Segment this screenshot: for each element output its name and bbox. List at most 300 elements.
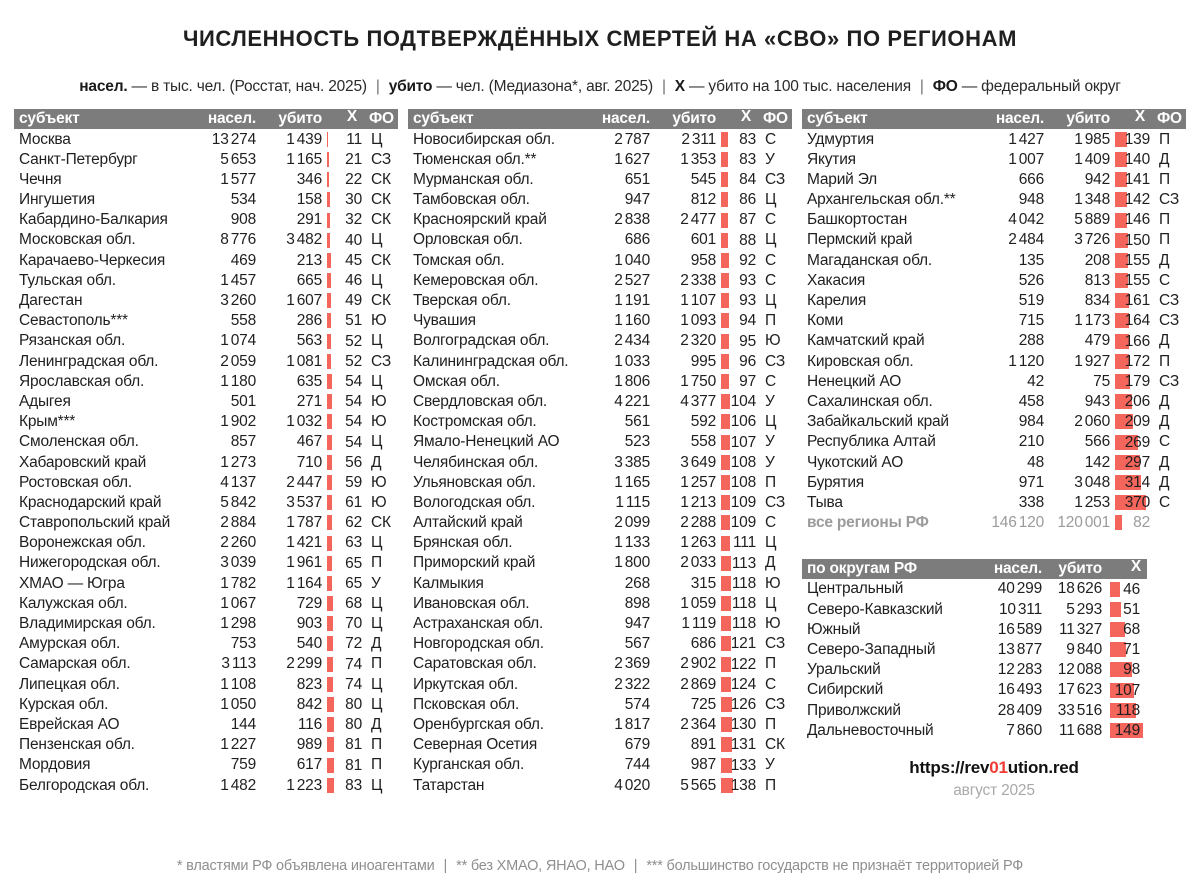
x-value: 131 xyxy=(730,736,756,754)
footnotes xyxy=(0,858,1200,874)
fo-value: Д xyxy=(371,635,382,653)
table-row xyxy=(408,614,792,634)
killed-value: 1 253 xyxy=(1074,493,1110,511)
x-bar xyxy=(327,253,331,268)
fo-value: СК xyxy=(371,191,391,209)
header-killed: убито xyxy=(278,110,322,128)
x-cell xyxy=(716,715,757,735)
table-row xyxy=(802,599,1147,619)
table-row xyxy=(802,720,1147,740)
population-value: 7 860 xyxy=(1006,721,1042,739)
fo-value: Ц xyxy=(371,130,383,148)
legend-description: — федеральный округ xyxy=(957,78,1121,95)
fo-value: П xyxy=(371,756,382,774)
x-bar xyxy=(721,152,728,167)
killed-value: 213 xyxy=(296,251,322,269)
x-value: 121 xyxy=(730,635,756,653)
fo-value: П xyxy=(371,736,382,754)
fo-value: Ц xyxy=(371,231,383,249)
x-value: 314 xyxy=(1124,473,1150,491)
header-x: Х xyxy=(740,108,751,125)
x-cell xyxy=(1110,513,1151,533)
x-cell xyxy=(1110,250,1151,270)
fo-value: С xyxy=(765,251,776,269)
killed-value: 2 869 xyxy=(680,675,716,693)
killed-value: 18 626 xyxy=(1057,580,1102,598)
killed-value: 1 961 xyxy=(286,554,322,572)
x-bar xyxy=(327,414,332,429)
x-value: 172 xyxy=(1124,352,1150,370)
x-value: 108 xyxy=(730,473,756,491)
killed-value: 142 xyxy=(1084,453,1110,471)
x-cell xyxy=(716,351,757,371)
killed-value: 1 409 xyxy=(1074,150,1110,168)
x-value: 109 xyxy=(730,494,756,512)
population-value: 1 427 xyxy=(1008,130,1044,148)
killed-value: 592 xyxy=(690,413,716,431)
killed-value: 2 364 xyxy=(680,715,716,733)
x-bar xyxy=(327,192,330,207)
x-value: 54 xyxy=(345,433,362,451)
x-bar xyxy=(721,495,730,510)
fo-value: П xyxy=(765,776,776,794)
region-name: Смоленская обл. xyxy=(19,434,139,450)
x-cell xyxy=(716,291,757,311)
region-name: Чукотский АО xyxy=(807,454,904,471)
table-row xyxy=(14,230,398,250)
population-value: 1 627 xyxy=(614,150,650,168)
x-cell xyxy=(322,271,363,291)
fo-value: С xyxy=(765,130,776,148)
population-value: 2 099 xyxy=(614,514,650,532)
killed-value: 3 048 xyxy=(1074,473,1110,491)
x-cell xyxy=(716,573,757,593)
x-value: 139 xyxy=(1124,130,1150,148)
population-value: 16 589 xyxy=(997,620,1042,638)
killed-value: 1 223 xyxy=(286,776,322,794)
x-cell xyxy=(322,472,363,492)
x-value: 54 xyxy=(345,372,362,390)
fo-value: СЗ xyxy=(371,352,391,370)
table-row xyxy=(14,735,398,755)
population-value: 4 221 xyxy=(614,392,650,410)
population-value: 1 050 xyxy=(220,695,256,713)
x-cell xyxy=(322,755,363,775)
region-name: Брянская обл. xyxy=(413,535,513,551)
x-bar xyxy=(327,737,334,752)
legend-separator: | xyxy=(661,78,666,95)
region-name: Ингушетия xyxy=(19,192,95,208)
fo-value: Ц xyxy=(371,271,383,289)
killed-value: 903 xyxy=(296,615,322,633)
table-row xyxy=(14,472,398,492)
source-url[interactable]: https://rev01ution.red xyxy=(909,757,1079,777)
killed-value: 2 299 xyxy=(286,655,322,673)
killed-value: 2 320 xyxy=(680,332,716,350)
region-name: Калмыкия xyxy=(413,575,484,592)
killed-value: 2 902 xyxy=(680,655,716,673)
x-cell xyxy=(716,634,757,654)
header-subject: субъект xyxy=(19,111,80,127)
x-value: 97 xyxy=(739,372,756,390)
x-cell xyxy=(322,553,363,573)
population-value: 13 877 xyxy=(997,641,1042,659)
killed-value: 1 119 xyxy=(681,615,716,633)
x-bar xyxy=(327,213,330,228)
table-row xyxy=(408,371,792,391)
fo-value: С xyxy=(765,675,776,693)
x-bar xyxy=(327,657,333,672)
table-row xyxy=(408,594,792,614)
population-value: 2 322 xyxy=(614,675,650,693)
x-cell xyxy=(322,291,363,311)
x-cell xyxy=(322,129,363,149)
x-cell xyxy=(322,533,363,553)
killed-value: 1 032 xyxy=(286,413,322,431)
fo-value: Ц xyxy=(765,413,777,431)
region-name: Ямало-Ненецкий АО xyxy=(413,434,560,450)
header-population: насел. xyxy=(207,110,256,128)
header-population: насел. xyxy=(601,110,650,128)
killed-value: 1 164 xyxy=(286,574,322,592)
table-row xyxy=(802,640,1147,660)
x-cell xyxy=(322,694,363,714)
fo-value: С xyxy=(765,372,776,390)
region-name: Курская обл. xyxy=(19,696,109,713)
killed-value: 3 726 xyxy=(1074,231,1110,249)
x-cell xyxy=(1110,170,1151,190)
table-row xyxy=(802,210,1186,230)
table-row xyxy=(408,210,792,230)
x-value: 122 xyxy=(730,655,756,673)
table-row xyxy=(802,291,1186,311)
fo-value: Ц xyxy=(371,534,383,552)
x-bar xyxy=(327,536,332,551)
fo-value: Д xyxy=(371,715,382,733)
killed-value: 315 xyxy=(690,574,716,592)
region-name: Алтайский край xyxy=(413,515,523,531)
x-cell xyxy=(716,553,757,573)
fo-value: Ю xyxy=(371,473,387,491)
x-value: 46 xyxy=(345,272,362,289)
x-value: 179 xyxy=(1124,372,1150,390)
region-name: Свердловская обл. xyxy=(413,393,548,410)
x-value: 45 xyxy=(345,251,362,269)
killed-value: 33 516 xyxy=(1057,701,1102,719)
x-value: 209 xyxy=(1124,413,1150,431)
table-row xyxy=(14,412,398,432)
x-bar xyxy=(327,697,334,712)
killed-value: 1 348 xyxy=(1074,191,1110,209)
x-bar xyxy=(721,334,729,349)
x-cell xyxy=(1110,331,1151,351)
x-value: 111 xyxy=(733,534,756,552)
population-value: 135 xyxy=(1018,251,1044,269)
table-row xyxy=(408,493,792,513)
population-value: 3 113 xyxy=(221,655,256,673)
killed-value: 467 xyxy=(296,433,322,451)
x-value: 46 xyxy=(1123,580,1140,598)
x-cell xyxy=(716,432,757,452)
killed-value: 942 xyxy=(1084,170,1110,188)
x-cell xyxy=(322,331,363,351)
fo-value: СЗ xyxy=(1159,292,1179,310)
x-cell xyxy=(1102,620,1147,640)
killed-value: 75 xyxy=(1093,372,1110,390)
x-bar xyxy=(721,374,729,389)
region-name: Владимирская обл. xyxy=(19,616,156,632)
fo-value: П xyxy=(765,715,776,733)
x-cell xyxy=(322,452,363,472)
header-population: насел. xyxy=(993,560,1042,578)
killed-value: 208 xyxy=(1084,251,1110,269)
header-fo: ФО xyxy=(1157,110,1182,128)
table-row xyxy=(802,271,1186,291)
x-cell xyxy=(716,331,757,351)
population-value: 1 007 xyxy=(1008,150,1044,168)
x-cell xyxy=(322,311,363,331)
killed-value: 5 889 xyxy=(1074,211,1110,229)
region-name: Севастополь*** xyxy=(19,313,128,329)
table-row xyxy=(802,230,1186,250)
region-name: Красноярский край xyxy=(413,212,547,228)
region-name: Северная Осетия xyxy=(413,737,538,753)
x-bar xyxy=(721,273,729,288)
population-value: 5 653 xyxy=(220,150,256,168)
killed-value: 3 649 xyxy=(680,453,716,471)
killed-value: 617 xyxy=(296,756,322,774)
table-row xyxy=(802,190,1186,210)
population-value: 28 409 xyxy=(997,701,1042,719)
fo-value: СЗ xyxy=(1159,312,1179,330)
fo-value: Ц xyxy=(371,615,383,633)
population-value: 1 457 xyxy=(220,271,256,289)
x-bar xyxy=(1110,602,1121,617)
regions-rows-2 xyxy=(408,129,792,795)
fo-value: СЗ xyxy=(765,635,785,653)
x-cell xyxy=(1102,680,1147,700)
fo-value: С xyxy=(1159,493,1170,511)
table-row xyxy=(14,311,398,331)
population-value: 1 133 xyxy=(614,534,650,552)
x-cell xyxy=(322,371,363,391)
fo-value: СК xyxy=(371,292,391,310)
region-name: Республика Алтай xyxy=(807,434,936,450)
fo-value: Ц xyxy=(371,695,383,713)
x-cell xyxy=(1110,371,1151,391)
region-name: Псковская обл. xyxy=(413,696,520,713)
x-bar xyxy=(327,455,332,470)
x-bar xyxy=(721,313,729,328)
region-name: Белгородская обл. xyxy=(19,777,150,794)
region-name: Вологодская обл. xyxy=(413,494,536,511)
x-bar xyxy=(327,717,334,732)
footnote-separator: | xyxy=(443,858,448,874)
fo-value: СЗ xyxy=(1159,191,1179,209)
table-row xyxy=(14,190,398,210)
population-value: 686 xyxy=(624,231,650,249)
legend-separator: | xyxy=(375,78,380,95)
killed-value: 987 xyxy=(690,756,716,774)
x-value: 71 xyxy=(1123,641,1140,659)
x-cell xyxy=(1102,640,1147,660)
region-name: Еврейская АО xyxy=(19,716,120,733)
population-value: 4 020 xyxy=(614,776,650,794)
header-x: Х xyxy=(1134,108,1145,125)
table-row xyxy=(408,271,792,291)
fo-value: Ц xyxy=(371,594,383,612)
killed-value: 1 257 xyxy=(680,473,716,491)
legend xyxy=(14,78,1186,96)
x-value: 82 xyxy=(1133,514,1150,532)
x-cell xyxy=(716,271,757,291)
population-value: 40 299 xyxy=(997,580,1042,598)
table-row xyxy=(802,351,1186,371)
table-row xyxy=(14,331,398,351)
killed-value: 710 xyxy=(296,453,322,471)
x-cell xyxy=(716,149,757,169)
x-cell xyxy=(716,250,757,270)
table-row xyxy=(14,694,398,714)
x-value: 106 xyxy=(730,413,756,431)
population-value: 1 040 xyxy=(614,251,650,269)
fo-value: П xyxy=(1159,130,1170,148)
fo-value: Ю xyxy=(371,312,387,330)
x-bar xyxy=(721,132,728,147)
killed-value: 563 xyxy=(296,332,322,350)
population-value: 4 042 xyxy=(1008,211,1044,229)
killed-value: 989 xyxy=(296,736,322,754)
population-value: 16 493 xyxy=(997,681,1042,699)
population-value: 144 xyxy=(230,715,256,733)
population-value: 948 xyxy=(1018,191,1044,209)
population-value: 8 776 xyxy=(220,231,256,249)
x-bar xyxy=(327,172,329,187)
x-value: 155 xyxy=(1124,272,1150,289)
region-name: Уральский xyxy=(807,662,881,678)
x-cell xyxy=(322,412,363,432)
population-value: 744 xyxy=(624,756,650,774)
table-row xyxy=(408,392,792,412)
x-cell xyxy=(322,392,363,412)
population-value: 2 434 xyxy=(614,332,650,350)
fo-value: Д xyxy=(1159,473,1170,491)
killed-value: 1 750 xyxy=(680,372,716,390)
region-name: Тверская обл. xyxy=(413,293,511,309)
killed-value: 943 xyxy=(1084,392,1110,410)
killed-value: 2 033 xyxy=(680,554,716,572)
population-value: 561 xyxy=(624,413,650,431)
region-name: Челябинская обл. xyxy=(413,454,539,471)
population-value: 2 059 xyxy=(220,352,256,370)
x-cell xyxy=(716,654,757,674)
x-value: 32 xyxy=(345,211,362,229)
killed-value: 665 xyxy=(296,271,322,289)
x-value: 150 xyxy=(1124,231,1150,249)
x-cell xyxy=(322,351,363,371)
table-row xyxy=(14,775,398,795)
x-value: 54 xyxy=(345,413,362,431)
region-name: Адыгея xyxy=(19,393,71,410)
killed-value: 271 xyxy=(296,392,322,410)
region-name: Ярославская обл. xyxy=(19,373,145,390)
population-value: 1 577 xyxy=(220,170,256,188)
x-value: 113 xyxy=(731,554,756,572)
killed-value: 1 059 xyxy=(680,594,716,612)
fo-value: Ю xyxy=(371,392,387,410)
fo-value: СК xyxy=(371,211,391,229)
region-name: Краснодарский край xyxy=(19,494,162,511)
population-value: 210 xyxy=(1018,433,1044,451)
table-row xyxy=(802,129,1186,149)
table-row xyxy=(408,190,792,210)
header-fo: ФО xyxy=(763,110,788,128)
region-name: Астраханская обл. xyxy=(413,616,544,632)
table-row xyxy=(802,371,1186,391)
x-value: 141 xyxy=(1124,171,1150,189)
table-row xyxy=(802,579,1147,599)
killed-value: 4 377 xyxy=(680,392,716,410)
population-value: 1 227 xyxy=(220,736,256,754)
killed-value: 286 xyxy=(296,312,322,330)
x-cell xyxy=(1110,493,1151,513)
fo-value: С xyxy=(1159,271,1170,289)
x-cell xyxy=(322,573,363,593)
x-cell xyxy=(1102,720,1147,740)
x-value: 83 xyxy=(345,776,362,794)
x-value: 93 xyxy=(739,292,756,310)
x-cell xyxy=(1102,579,1147,599)
x-value: 92 xyxy=(739,251,756,269)
population-value: 753 xyxy=(230,635,256,653)
table-row xyxy=(14,755,398,775)
x-value: 87 xyxy=(739,211,756,229)
page xyxy=(0,26,1200,874)
population-value: 1 033 xyxy=(614,352,650,370)
x-cell xyxy=(716,472,757,492)
region-name: Забайкальский край xyxy=(807,414,949,430)
population-value: 1 482 xyxy=(220,776,256,794)
fo-value: СК xyxy=(371,514,391,532)
killed-value: 1 607 xyxy=(286,292,322,310)
killed-value: 5 565 xyxy=(680,776,716,794)
legend-term: насел. xyxy=(79,78,128,95)
fo-value: У xyxy=(765,392,775,410)
x-bar xyxy=(327,636,333,651)
x-cell xyxy=(322,149,363,169)
region-name: Коми xyxy=(807,313,844,329)
region-name: Москва xyxy=(19,131,71,148)
table-row xyxy=(14,271,398,291)
table-row xyxy=(14,170,398,190)
x-bar xyxy=(721,536,730,551)
header-subject: субъект xyxy=(413,111,474,127)
table-row xyxy=(14,432,398,452)
population-value: 3 260 xyxy=(220,292,256,310)
x-value: 118 xyxy=(731,615,756,633)
fo-value: С xyxy=(765,271,776,289)
x-value: 80 xyxy=(345,716,362,734)
table-row xyxy=(408,170,792,190)
legend-description: — чел. (Медиазона*, авг. 2025) xyxy=(432,78,653,95)
x-cell xyxy=(716,533,757,553)
fo-value: СК xyxy=(765,736,785,754)
fo-value: СЗ xyxy=(1159,372,1179,390)
x-cell xyxy=(1102,599,1147,619)
x-value: 81 xyxy=(345,756,362,774)
x-cell xyxy=(716,392,757,412)
region-name: Ненецкий АО xyxy=(807,373,902,390)
